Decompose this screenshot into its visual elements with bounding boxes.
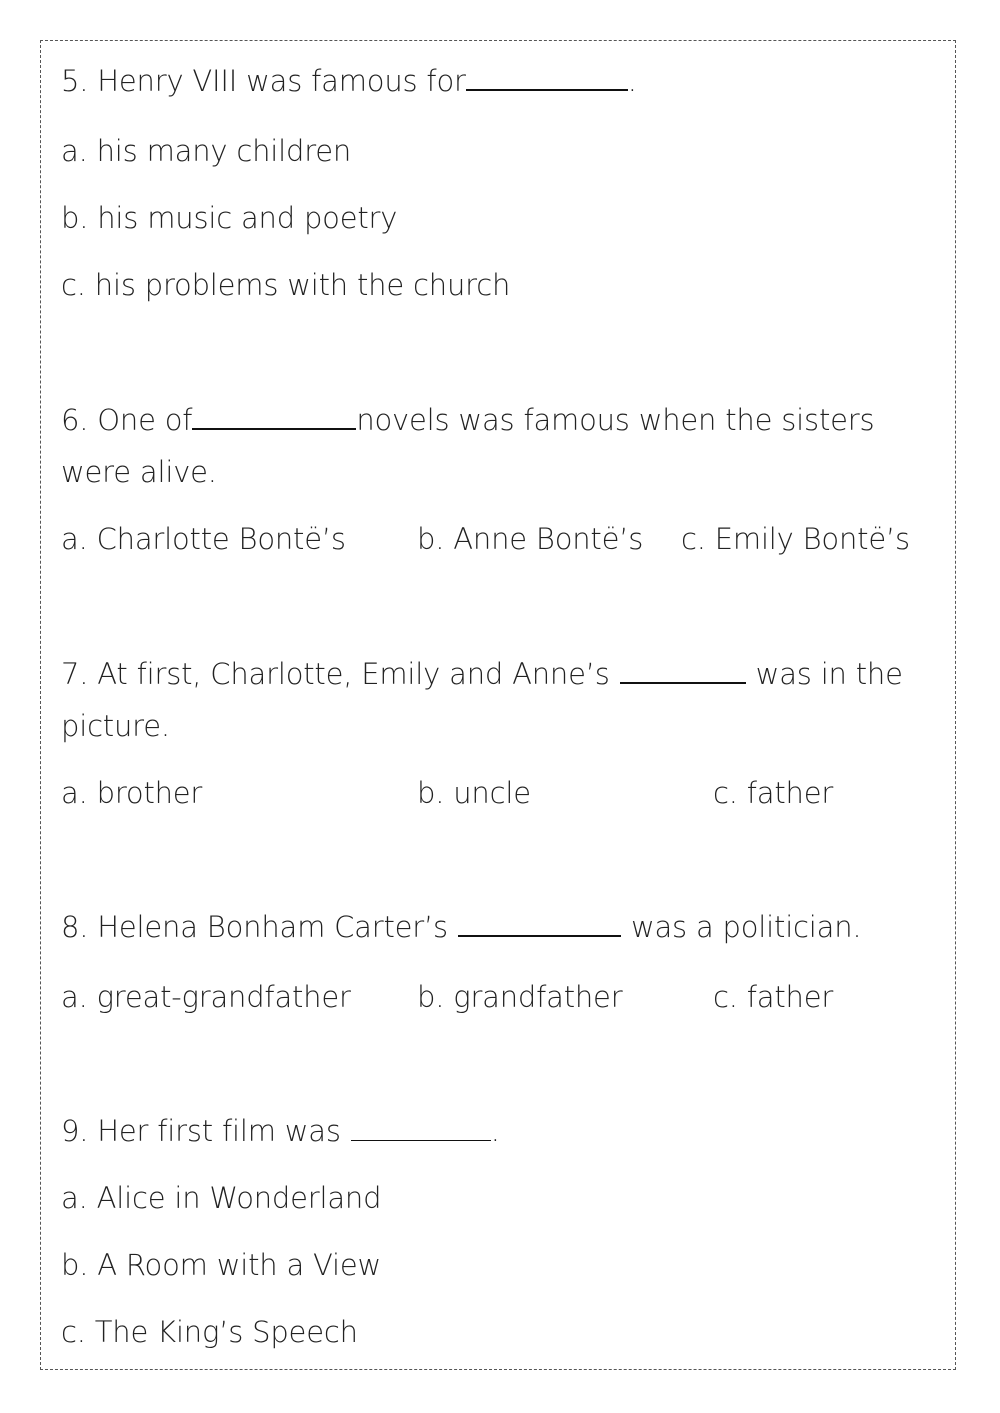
- question-5-stem: [61, 64, 637, 99]
- question-9-stem: [61, 1114, 500, 1149]
- question-5-blank[interactable]: [466, 89, 628, 91]
- question-9-end: .: [490, 1114, 500, 1148]
- question-9-option-c[interactable]: c. The King’s Speech: [61, 1315, 358, 1349]
- question-6-option-c[interactable]: c. Emily Bontë’s: [681, 522, 910, 556]
- question-6-stem: [61, 403, 874, 438]
- question-6-stem-line2: were alive.: [61, 455, 217, 489]
- question-8-option-c[interactable]: c. father: [713, 980, 834, 1014]
- question-8-stem: [61, 910, 861, 945]
- question-6-option-b[interactable]: b. Anne Bontë’s: [417, 522, 644, 556]
- question-7-option-a[interactable]: a. brother: [61, 776, 203, 810]
- question-9-text: 9. Her first film was: [61, 1114, 341, 1148]
- question-5-text: 5. Henry VIII was famous for: [61, 64, 466, 98]
- question-5-end: .: [627, 64, 637, 98]
- question-7-blank[interactable]: [620, 682, 746, 684]
- question-5-option-c[interactable]: c. his problems with the church: [61, 268, 511, 302]
- question-6-text-continued: novels was famous when the sisters: [356, 403, 875, 437]
- question-6-text: 6. One of: [61, 403, 193, 437]
- question-6-blank[interactable]: [192, 428, 356, 430]
- question-7-stem: [61, 657, 903, 692]
- question-9-option-b[interactable]: b. A Room with a View: [61, 1248, 382, 1282]
- question-7-text-continued: was in the: [755, 657, 903, 691]
- question-8-text-continued: was a politician.: [630, 910, 862, 944]
- question-7-text: 7. At first, Charlotte, Emily and Anne’s: [61, 657, 610, 691]
- question-8-option-b[interactable]: b. grandfather: [417, 980, 623, 1014]
- question-8-text: 8. Helena Bonham Carter’s: [61, 910, 448, 944]
- question-6-option-a[interactable]: a. Charlotte Bontë’s: [61, 522, 346, 556]
- question-7-stem-line2: picture.: [61, 709, 170, 743]
- question-9-option-a[interactable]: a. Alice in Wonderland: [61, 1181, 382, 1215]
- worksheet-border: [40, 40, 956, 1370]
- question-5-option-b[interactable]: b. his music and poetry: [61, 201, 398, 235]
- question-7-option-b[interactable]: b. uncle: [417, 776, 531, 810]
- question-8-option-a[interactable]: a. great-grandfather: [61, 980, 351, 1014]
- question-8-blank[interactable]: [458, 935, 621, 937]
- question-9-blank[interactable]: [351, 1140, 491, 1141]
- question-5-option-a[interactable]: a. his many children: [61, 134, 352, 168]
- question-7-option-c[interactable]: c. father: [713, 776, 834, 810]
